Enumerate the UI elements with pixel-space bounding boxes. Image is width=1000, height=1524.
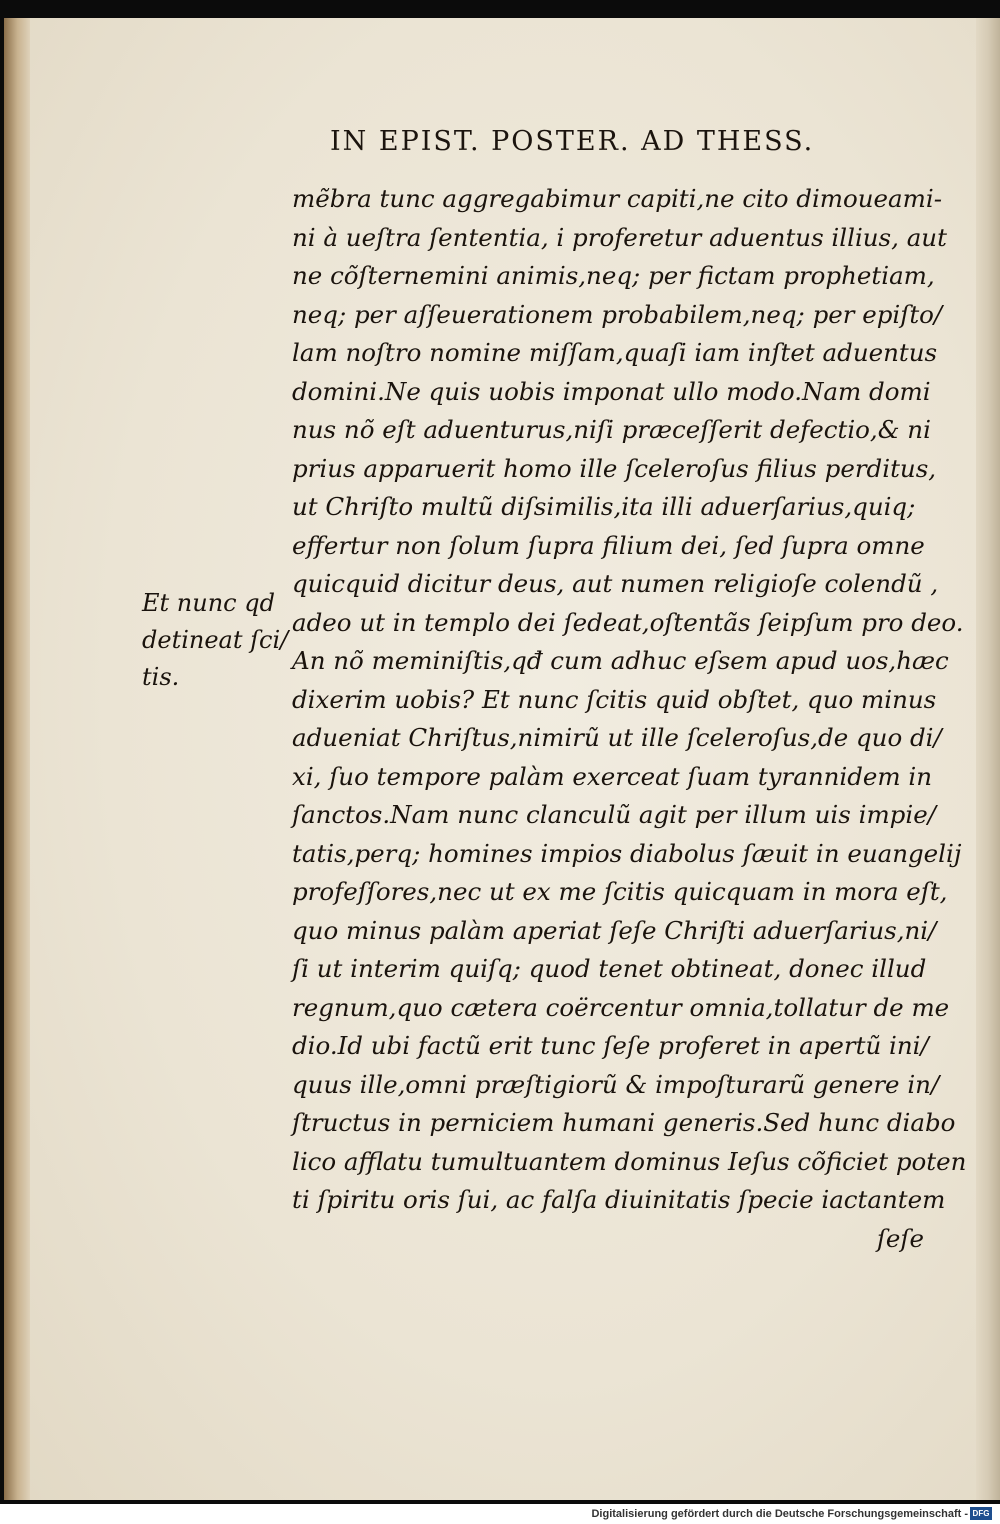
text-line: ne cõſternemini animis,neq; per fictam prophetiam, — [292, 261, 935, 290]
text-line: mẽbra tunc aggregabimur capiti,ne cito dimoueami- — [292, 184, 942, 213]
text-line: ti ſpiritu oris ſui, ac falſa diuinitatis ſpecie iactantem — [292, 1185, 946, 1214]
body-text — [292, 180, 967, 1258]
text-line: nus nõ eſt aduenturus,niſi præceſſerit defectio,& ni — [292, 415, 931, 444]
text-line: dixerim uobis? Et nunc ſcitis quid obſtet, quo minus — [292, 684, 937, 714]
marginal-note-line: Et nunc qd — [142, 589, 275, 617]
running-title: IN EPIST. POSTER. AD THESS. — [330, 126, 815, 157]
text-line: lam noſtro nomine miſſam,quaſi iam inſtet aduentus — [292, 338, 938, 367]
dfg-logo: DFG — [970, 1507, 992, 1520]
text-line: neq; per aſſeuerationem probabilem,neq; per epiſto/ — [292, 299, 943, 329]
text-line: regnum,quo cætera coërcentur omnia,tollatur de me — [292, 992, 950, 1022]
catchword: ſeſe — [876, 1223, 924, 1253]
text-line: adueniat Chriſtus,nimirũ ut ille ſceleroſus,de quo di/ — [292, 723, 942, 752]
text-line: lico afflatu tumultuantem dominus Ieſus cõficiet poten — [292, 1146, 967, 1176]
text-line: dio.Id ubi factũ erit tunc ſeſe proferet in apertũ ini/ — [292, 1031, 929, 1060]
page-edge-right — [976, 18, 1000, 1500]
text-line: ni à ueſtra ſententia, i proferetur aduentus illius, aut — [292, 222, 947, 252]
text-line: domini.Ne quis uobis imponat ullo modo.Nam domi — [292, 376, 931, 406]
text-line: An nõ meminiſtis,qđ cum adhuc eſsem apud uos,hæc — [292, 646, 949, 675]
text-line: prius apparuerit homo ille ſceleroſus filius perditus, — [292, 453, 937, 483]
text-line: ſanctos.Nam nunc clanculũ agit per illum uis impie/ — [292, 800, 936, 829]
marginal-note-line: detineat ſci/ — [142, 626, 289, 654]
text-line: ſtructus in perniciem humani generis.Sed hunc diabo — [292, 1108, 956, 1137]
marginal-note — [142, 585, 292, 696]
text-line: ſi ut interim quiſq; quod tenet obtineat, donec illud — [292, 954, 927, 983]
text-line: adeo ut in templo dei ſedeat,oſtentãs ſeipſum pro deo. — [292, 607, 964, 637]
text-line: profeſſores,nec ut ex me ſcitis quicquam in mora eſt, — [292, 877, 948, 906]
digitization-credit: Digitalisierung gefördert durch die Deutsche Forschungsgemeinschaft - — [591, 1508, 968, 1520]
text-line: ut Chriſto multũ diſsimilis,ita illi aduerſarius,quiq; — [292, 492, 916, 521]
text-line: xi, ſuo tempore palàm exerceat ſuam tyrannidem in — [292, 761, 933, 791]
text-line: quicquid dicitur deus, aut numen religioſe colendũ , — [292, 569, 939, 598]
marginal-note-line: tis. — [142, 663, 180, 691]
text-line: quus ille,omni præſtigiorũ & impoſturarũ genere in/ — [292, 1069, 940, 1099]
text-line: quo minus palàm aperiat ſeſe Chriſti aduerſarius,ni/ — [292, 915, 937, 945]
text-line: tatis,perq; homines impios diabolus ſæuit in euangelij — [292, 838, 962, 868]
text-line: effertur non ſolum ſupra filium dei, ſed ſupra omne — [292, 530, 925, 560]
